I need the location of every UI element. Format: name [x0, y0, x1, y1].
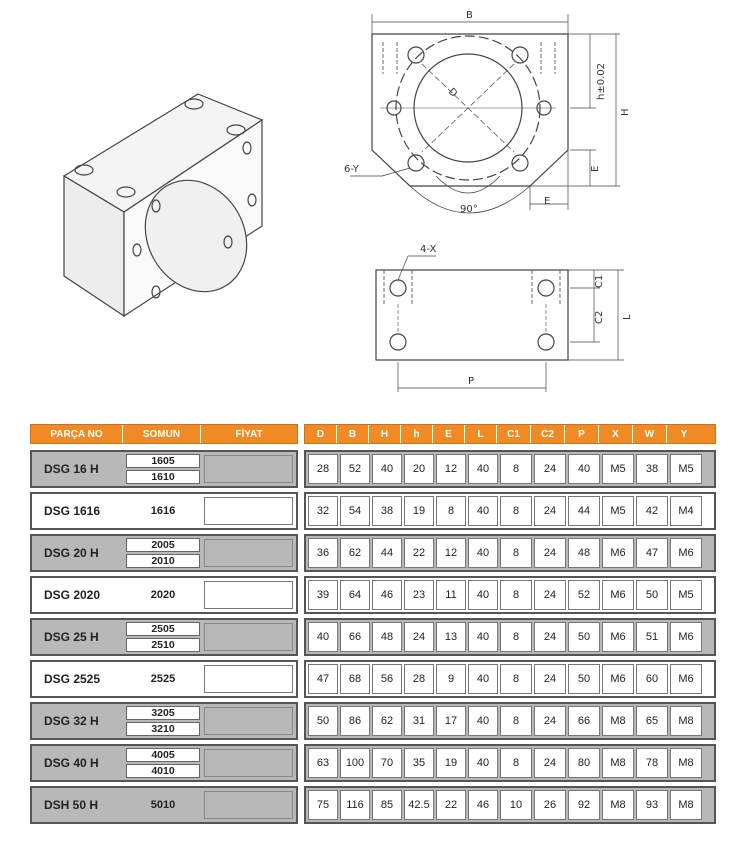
value-b: 62: [340, 538, 370, 568]
front-view: [350, 14, 620, 213]
header-somun: SOMUN: [123, 425, 201, 443]
value-p: 50: [568, 622, 600, 652]
header-w: W: [633, 425, 667, 443]
value-d: 39: [308, 580, 338, 610]
price-cell: [204, 455, 293, 483]
part-number: DSG 16 H: [44, 462, 99, 476]
value-d: 63: [308, 748, 338, 778]
value-l: 46: [468, 790, 498, 820]
value-x: M5: [602, 454, 634, 484]
table-row: [304, 618, 716, 656]
somun-cell: [124, 662, 202, 696]
table-row: [304, 534, 716, 572]
somun-value: 2005: [126, 538, 200, 552]
value-x: M8: [602, 748, 634, 778]
table-row: [30, 786, 298, 824]
value-b: 66: [340, 622, 370, 652]
isometric-bearing-block: [64, 94, 267, 316]
value-y: M4: [670, 496, 702, 526]
value-x: M8: [602, 706, 634, 736]
value-c1: 8: [500, 622, 532, 652]
value-w: 38: [636, 454, 668, 484]
value-c2: 24: [534, 748, 566, 778]
value-h: 85: [372, 790, 402, 820]
part-number: DSG 1616: [44, 504, 101, 518]
value-y: M8: [670, 706, 702, 736]
price-cell: [204, 581, 293, 609]
part-number: DSG 32 H: [44, 714, 99, 728]
value-p: 40: [568, 454, 600, 484]
table-row: [30, 744, 298, 782]
value-c2: 26: [534, 790, 566, 820]
value-b: 52: [340, 454, 370, 484]
table-row: [30, 576, 298, 614]
value-x: M6: [602, 664, 634, 694]
value-b: 116: [340, 790, 370, 820]
value-e: 19: [436, 748, 466, 778]
table-row: [304, 744, 716, 782]
value-c2: 24: [534, 664, 566, 694]
dim-label-angle: 90°: [460, 204, 478, 215]
value-w: 51: [636, 622, 668, 652]
value-b: 100: [340, 748, 370, 778]
somun-cell: [124, 578, 202, 612]
header-part-no: PARÇA NO: [31, 425, 123, 443]
value-w: 65: [636, 706, 668, 736]
table-row: [30, 492, 298, 530]
value-h: 19: [404, 496, 434, 526]
value-h: 28: [404, 664, 434, 694]
value-p: 48: [568, 538, 600, 568]
value-d: 47: [308, 664, 338, 694]
dim-label-holes-x: 4-X: [420, 244, 437, 255]
somun-cell: [124, 746, 202, 780]
dim-label-h-tolerance: h±0.02: [596, 63, 607, 100]
value-c1: 8: [500, 538, 532, 568]
value-h: 35: [404, 748, 434, 778]
part-number: DSH 50 H: [44, 798, 99, 812]
value-h: 31: [404, 706, 434, 736]
dim-label-h-height: H: [620, 108, 631, 116]
value-w: 78: [636, 748, 668, 778]
value-p: 80: [568, 748, 600, 778]
somun-value: 5010: [150, 799, 176, 811]
price-cell: [204, 665, 293, 693]
value-l: 40: [468, 664, 498, 694]
header-c2: C2: [531, 425, 565, 443]
somun-value: 3205: [126, 706, 200, 720]
value-l: 40: [468, 622, 498, 652]
value-h: 22: [404, 538, 434, 568]
value-c2: 24: [534, 496, 566, 526]
value-d: 28: [308, 454, 338, 484]
value-y: M8: [670, 748, 702, 778]
value-d: 36: [308, 538, 338, 568]
top-view: [376, 256, 624, 392]
table-row: [30, 618, 298, 656]
value-y: M5: [670, 454, 702, 484]
value-l: 40: [468, 748, 498, 778]
table-row: [30, 660, 298, 698]
dim-label-c1: C1: [594, 274, 605, 288]
price-cell: [204, 539, 293, 567]
value-d: 75: [308, 790, 338, 820]
table-row: [304, 450, 716, 488]
somun-value: 1616: [150, 505, 176, 517]
value-l: 40: [468, 706, 498, 736]
value-x: M6: [602, 538, 634, 568]
somun-cell: [124, 536, 202, 570]
value-h: 44: [372, 538, 402, 568]
somun-value: 3210: [126, 722, 200, 736]
value-c1: 10: [500, 790, 532, 820]
value-h: 42.5: [404, 790, 434, 820]
value-w: 50: [636, 580, 668, 610]
somun-value: 2020: [150, 589, 176, 601]
part-number: DSG 2525: [44, 672, 101, 686]
value-c2: 24: [534, 580, 566, 610]
value-w: 47: [636, 538, 668, 568]
value-b: 64: [340, 580, 370, 610]
value-x: M6: [602, 622, 634, 652]
value-e: 9: [436, 664, 466, 694]
value-h: 24: [404, 622, 434, 652]
value-c2: 24: [534, 622, 566, 652]
value-e: 22: [436, 790, 466, 820]
value-x: M6: [602, 580, 634, 610]
value-b: 86: [340, 706, 370, 736]
header-d: D: [305, 425, 337, 443]
price-cell: [204, 623, 293, 651]
value-x: M5: [602, 496, 634, 526]
dimension-table-header: [304, 424, 716, 444]
value-y: M8: [670, 790, 702, 820]
table-row: [304, 492, 716, 530]
header-b: B: [337, 425, 369, 443]
table-row: [30, 450, 298, 488]
dimension-table: [304, 424, 716, 811]
value-x: M8: [602, 790, 634, 820]
value-h: 20: [404, 454, 434, 484]
somun-cell: [124, 494, 202, 528]
value-c1: 8: [500, 496, 532, 526]
part-table: [30, 424, 298, 812]
table-row: [304, 576, 716, 614]
dim-label-l: L: [622, 314, 633, 320]
table-row: [304, 702, 716, 740]
value-c1: 8: [500, 580, 532, 610]
value-h: 38: [372, 496, 402, 526]
value-e: 11: [436, 580, 466, 610]
value-d: 32: [308, 496, 338, 526]
price-cell: [204, 791, 293, 819]
header-fiyat: FİYAT: [235, 428, 263, 440]
value-y: M6: [670, 664, 702, 694]
header-y: Y: [680, 428, 688, 440]
somun-value: 2505: [126, 622, 200, 636]
somun-cell: [124, 452, 202, 486]
value-l: 40: [468, 454, 498, 484]
table-row: [304, 660, 716, 698]
value-c1: 8: [500, 706, 532, 736]
value-c2: 24: [534, 706, 566, 736]
dim-label-holes-y: 6-Y: [344, 164, 359, 175]
value-h: 48: [372, 622, 402, 652]
part-table-header: [30, 424, 298, 444]
somun-value: 4005: [126, 748, 200, 762]
value-l: 40: [468, 496, 498, 526]
somun-value: 2525: [150, 673, 176, 685]
dim-label-p: P: [468, 376, 475, 387]
value-w: 93: [636, 790, 668, 820]
part-number: DSG 25 H: [44, 630, 99, 644]
part-number: DSG 2020: [44, 588, 101, 602]
technical-drawings: [0, 0, 750, 410]
value-y: M5: [670, 580, 702, 610]
header-h: h: [401, 425, 433, 443]
value-e: 17: [436, 706, 466, 736]
part-number: DSG 20 H: [44, 546, 99, 560]
value-p: 52: [568, 580, 600, 610]
somun-value: 2510: [126, 638, 200, 652]
value-c1: 8: [500, 454, 532, 484]
dim-label-e-vertical: E: [590, 165, 601, 172]
dim-label-e-horizontal: E: [544, 196, 551, 207]
value-e: 8: [436, 496, 466, 526]
dim-label-b: B: [466, 10, 473, 21]
value-d: 40: [308, 622, 338, 652]
value-e: 12: [436, 538, 466, 568]
value-y: M6: [670, 538, 702, 568]
value-p: 66: [568, 706, 600, 736]
somun-cell: [124, 704, 202, 738]
header-p: P: [565, 425, 599, 443]
price-cell: [204, 749, 293, 777]
header-x: X: [599, 425, 633, 443]
dim-label-c2: C2: [594, 310, 605, 324]
table-row: [30, 702, 298, 740]
somun-value: 2010: [126, 554, 200, 568]
somun-cell: [124, 788, 202, 822]
value-h: 46: [372, 580, 402, 610]
value-b: 54: [340, 496, 370, 526]
value-w: 60: [636, 664, 668, 694]
header-c1: C1: [497, 425, 531, 443]
value-e: 12: [436, 454, 466, 484]
somun-value: 1610: [126, 470, 200, 484]
value-c2: 24: [534, 538, 566, 568]
somun-value: 4010: [126, 764, 200, 778]
value-w: 42: [636, 496, 668, 526]
value-h: 62: [372, 706, 402, 736]
price-cell: [204, 707, 293, 735]
value-h: 56: [372, 664, 402, 694]
value-c1: 8: [500, 748, 532, 778]
value-b: 68: [340, 664, 370, 694]
value-h: 70: [372, 748, 402, 778]
value-h: 23: [404, 580, 434, 610]
value-p: 50: [568, 664, 600, 694]
table-row: [304, 786, 716, 824]
table-row: [30, 534, 298, 572]
value-h: 40: [372, 454, 402, 484]
price-cell: [204, 497, 293, 525]
value-p: 44: [568, 496, 600, 526]
somun-value: 1605: [126, 454, 200, 468]
part-number: DSG 40 H: [44, 756, 99, 770]
value-l: 40: [468, 538, 498, 568]
dim-label-d: D: [445, 86, 460, 100]
header-l: L: [465, 425, 497, 443]
value-y: M6: [670, 622, 702, 652]
value-l: 40: [468, 580, 498, 610]
value-e: 13: [436, 622, 466, 652]
value-c2: 24: [534, 454, 566, 484]
value-p: 92: [568, 790, 600, 820]
somun-cell: [124, 620, 202, 654]
header-h: H: [369, 425, 401, 443]
header-e: E: [433, 425, 465, 443]
drawing-svg: [0, 0, 750, 410]
value-c1: 8: [500, 664, 532, 694]
value-d: 50: [308, 706, 338, 736]
